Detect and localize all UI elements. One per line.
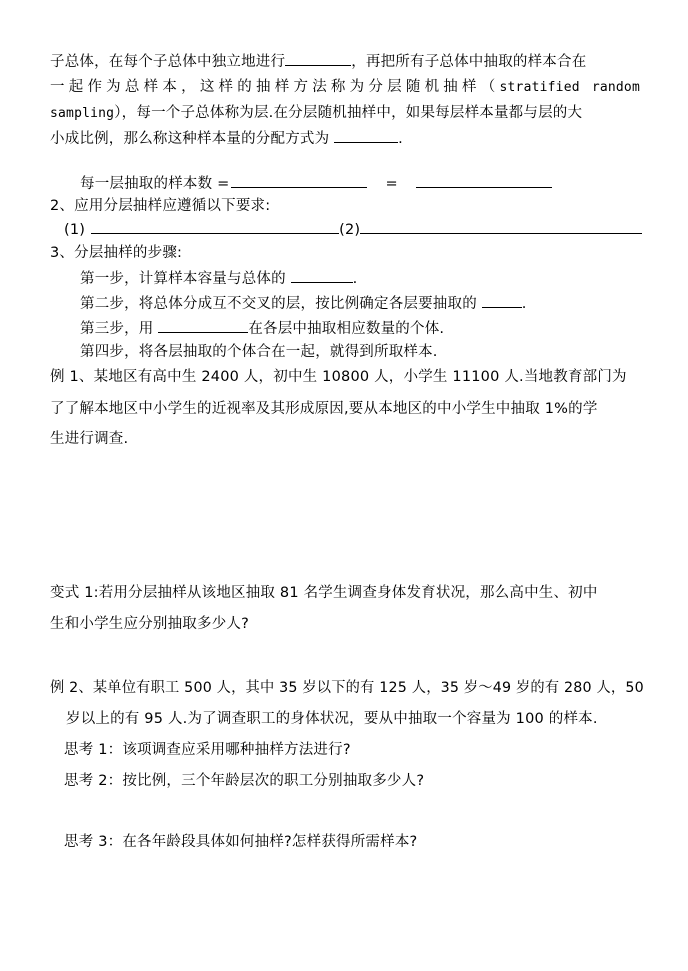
answer-blank[interactable] — [158, 318, 248, 333]
step-2 — [80, 293, 527, 314]
intro-line-2 — [50, 77, 640, 98]
step-3-end: 在各层中抽取相应数量的个体. — [248, 321, 445, 337]
step-3 — [80, 318, 444, 339]
example-2-line-1: 例 2、某单位有职工 500 人，其中 35 岁以下的有 125 人，35 岁～49 岁的有 280 人，50 — [50, 680, 644, 696]
section-3-title: 3、分层抽样的步骤: — [50, 245, 183, 261]
think-3: 思考 3：在各年龄段具体如何抽样?怎样获得所需样本? — [64, 834, 418, 850]
step-4: 第四步，将各层抽取的个体合在一起，就得到所取样本. — [80, 344, 438, 360]
section-2-items — [64, 219, 642, 240]
step-1-end: . — [352, 271, 358, 287]
answer-blank[interactable] — [334, 128, 398, 143]
think-2: 思考 2：按比例，三个年龄层次的职工分别抽取多少人? — [64, 773, 425, 789]
example-1-line-1: 例 1、某地区有高中生 2400 人，初中生 10800 人，小学生 11100 人.当地教育部门为 — [50, 369, 627, 385]
answer-blank[interactable] — [291, 268, 353, 283]
intro-line-3 — [50, 103, 582, 124]
intro-text-3: ），每一个子总体称为层.在分层随机抽样中，如果每层样本量都与层的大 — [114, 105, 583, 121]
answer-blank[interactable] — [360, 219, 642, 234]
example-1-line-2: 了了解本地区中小学生的近视率及其形成原因,要从本地区的中小学生中抽取 1%的学 — [50, 401, 598, 417]
intro-text-4b: . — [398, 131, 403, 147]
answer-blank[interactable] — [231, 173, 367, 188]
answer-blank[interactable] — [91, 219, 339, 234]
section-2-title: 2、应用分层抽样应遵循以下要求: — [50, 198, 271, 214]
requirement-1-label: (1) — [64, 222, 86, 238]
intro-text-1a: 子总体，在每个子总体中独立地进行 — [50, 54, 286, 70]
intro-text-2: 一起作为总样本，这样的抽样方法称为分层随机抽样（ — [50, 79, 500, 95]
intro-term-english-cont: sampling — [50, 106, 115, 121]
intro-term-english: stratified random — [499, 80, 640, 95]
step-1 — [80, 268, 357, 289]
answer-blank[interactable] — [482, 293, 522, 308]
intro-text-4a: 小成比例，那么称这种样本量的分配方式为 — [50, 131, 330, 147]
formula-equals: = — [385, 176, 398, 192]
answer-blank[interactable] — [416, 173, 552, 188]
example-1-line-3: 生进行调查. — [50, 431, 129, 447]
requirement-2-label: (2) — [339, 222, 361, 238]
step-2-end: . — [521, 296, 527, 312]
formula-label: 每一层抽取的样本数 = — [80, 176, 230, 192]
intro-line-4 — [50, 128, 403, 149]
step-1-text: 第一步，计算样本容量与总体的 — [80, 271, 286, 287]
think-1: 思考 1：该项调查应采用哪种抽样方法进行? — [64, 742, 351, 758]
formula-line — [80, 173, 552, 194]
example-2-line-2: 岁以上的有 95 人.为了调查职工的身体状况，要从中抽取一个容量为 100 的样本. — [66, 711, 598, 727]
intro-line-1 — [50, 51, 586, 72]
variant-1-line-2: 生和小学生应分别抽取多少人? — [50, 616, 249, 632]
step-3-text: 第三步，用 — [80, 321, 154, 337]
step-2-text: 第二步，将总体分成互不交叉的层，按比例确定各层要抽取的 — [80, 296, 477, 312]
variant-1-line-1: 变式 1:若用分层抽样从该地区抽取 81 名学生调查身体发育状况，那么高中生、初中 — [50, 585, 598, 601]
intro-text-1b: ，再把所有子总体中抽取的样本合在 — [351, 54, 587, 70]
answer-blank[interactable] — [285, 51, 351, 66]
